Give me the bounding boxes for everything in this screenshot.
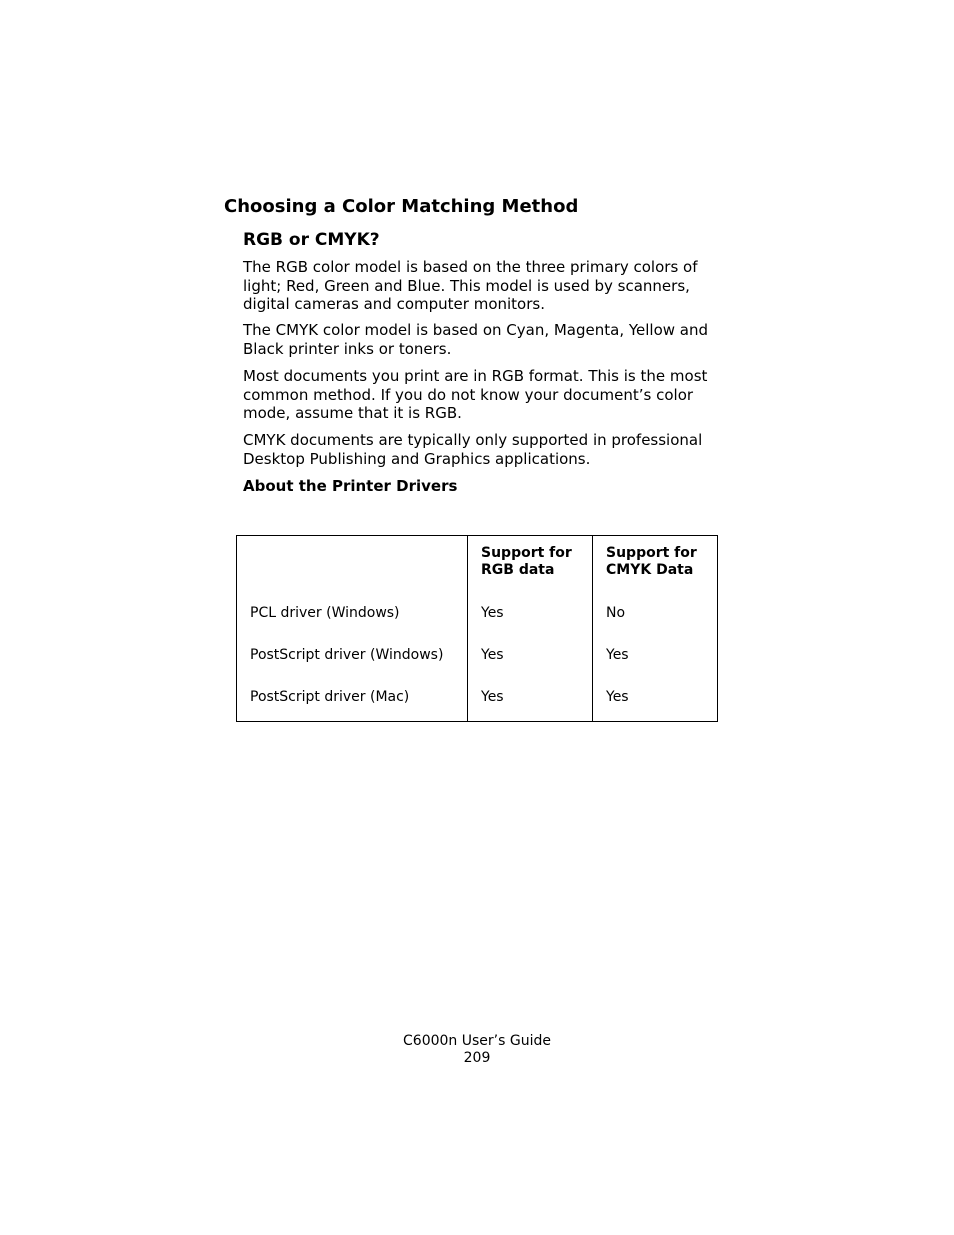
table-header-line: CMYK Data <box>606 562 694 578</box>
table-cell-driver: PCL driver (Windows) <box>250 605 400 621</box>
table-header-cmyk-support <box>606 545 697 579</box>
table-cell-rgb: Yes <box>481 689 504 705</box>
paragraph-line: Black printer inks or toners. <box>243 339 452 358</box>
paragraph-line: Most documents you print are in RGB format. This is the most <box>243 367 708 385</box>
footer-page-number: 209 <box>463 1050 491 1066</box>
paragraph-line: CMYK documents are typically only supported in professional <box>243 431 703 449</box>
paragraph-line: The CMYK color model is based on Cyan, Magenta, Yellow and <box>243 321 709 339</box>
table-column-divider <box>467 536 468 721</box>
table-cell-cmyk: No <box>606 605 626 621</box>
table-cell-rgb: Yes <box>481 647 504 663</box>
table-cell-driver: PostScript driver (Windows) <box>250 647 444 663</box>
table-column-divider <box>592 536 593 721</box>
paragraph-cmyk-documents <box>243 431 743 468</box>
printer-drivers-table <box>236 535 718 722</box>
paragraph-rgb-format <box>243 367 743 423</box>
table-header-rgb-support <box>481 545 572 579</box>
table-header-line: RGB data <box>481 562 555 578</box>
table-cell-cmyk: Yes <box>606 689 629 705</box>
table-cell-driver: PostScript driver (Mac) <box>250 689 410 705</box>
paragraph-line: light; Red, Green and Blue. This model is used by scanners, <box>243 276 690 295</box>
footer-guide-title: C6000n User’s Guide <box>403 1033 551 1049</box>
paragraph-line: The RGB color model is based on the three primary colors of <box>243 258 698 276</box>
paragraph-line: common method. If you do not know your document’s color <box>243 385 694 404</box>
table-header-line: Support for <box>606 545 697 561</box>
paragraph-rgb-model <box>243 258 743 314</box>
subheading-printer-drivers: About the Printer Drivers <box>243 477 458 495</box>
section-heading-rgb-or-cmyk: RGB or CMYK? <box>243 230 380 250</box>
paragraph-line: Desktop Publishing and Graphics applications. <box>243 449 591 468</box>
table-header-line: Support for <box>481 545 572 561</box>
table-cell-cmyk: Yes <box>606 647 629 663</box>
paragraph-line: mode, assume that it is RGB. <box>243 404 462 422</box>
page-title: Choosing a Color Matching Method <box>224 196 579 217</box>
table-cell-rgb: Yes <box>481 605 504 621</box>
paragraph-cmyk-model <box>243 321 743 358</box>
paragraph-line: digital cameras and computer monitors. <box>243 295 545 313</box>
